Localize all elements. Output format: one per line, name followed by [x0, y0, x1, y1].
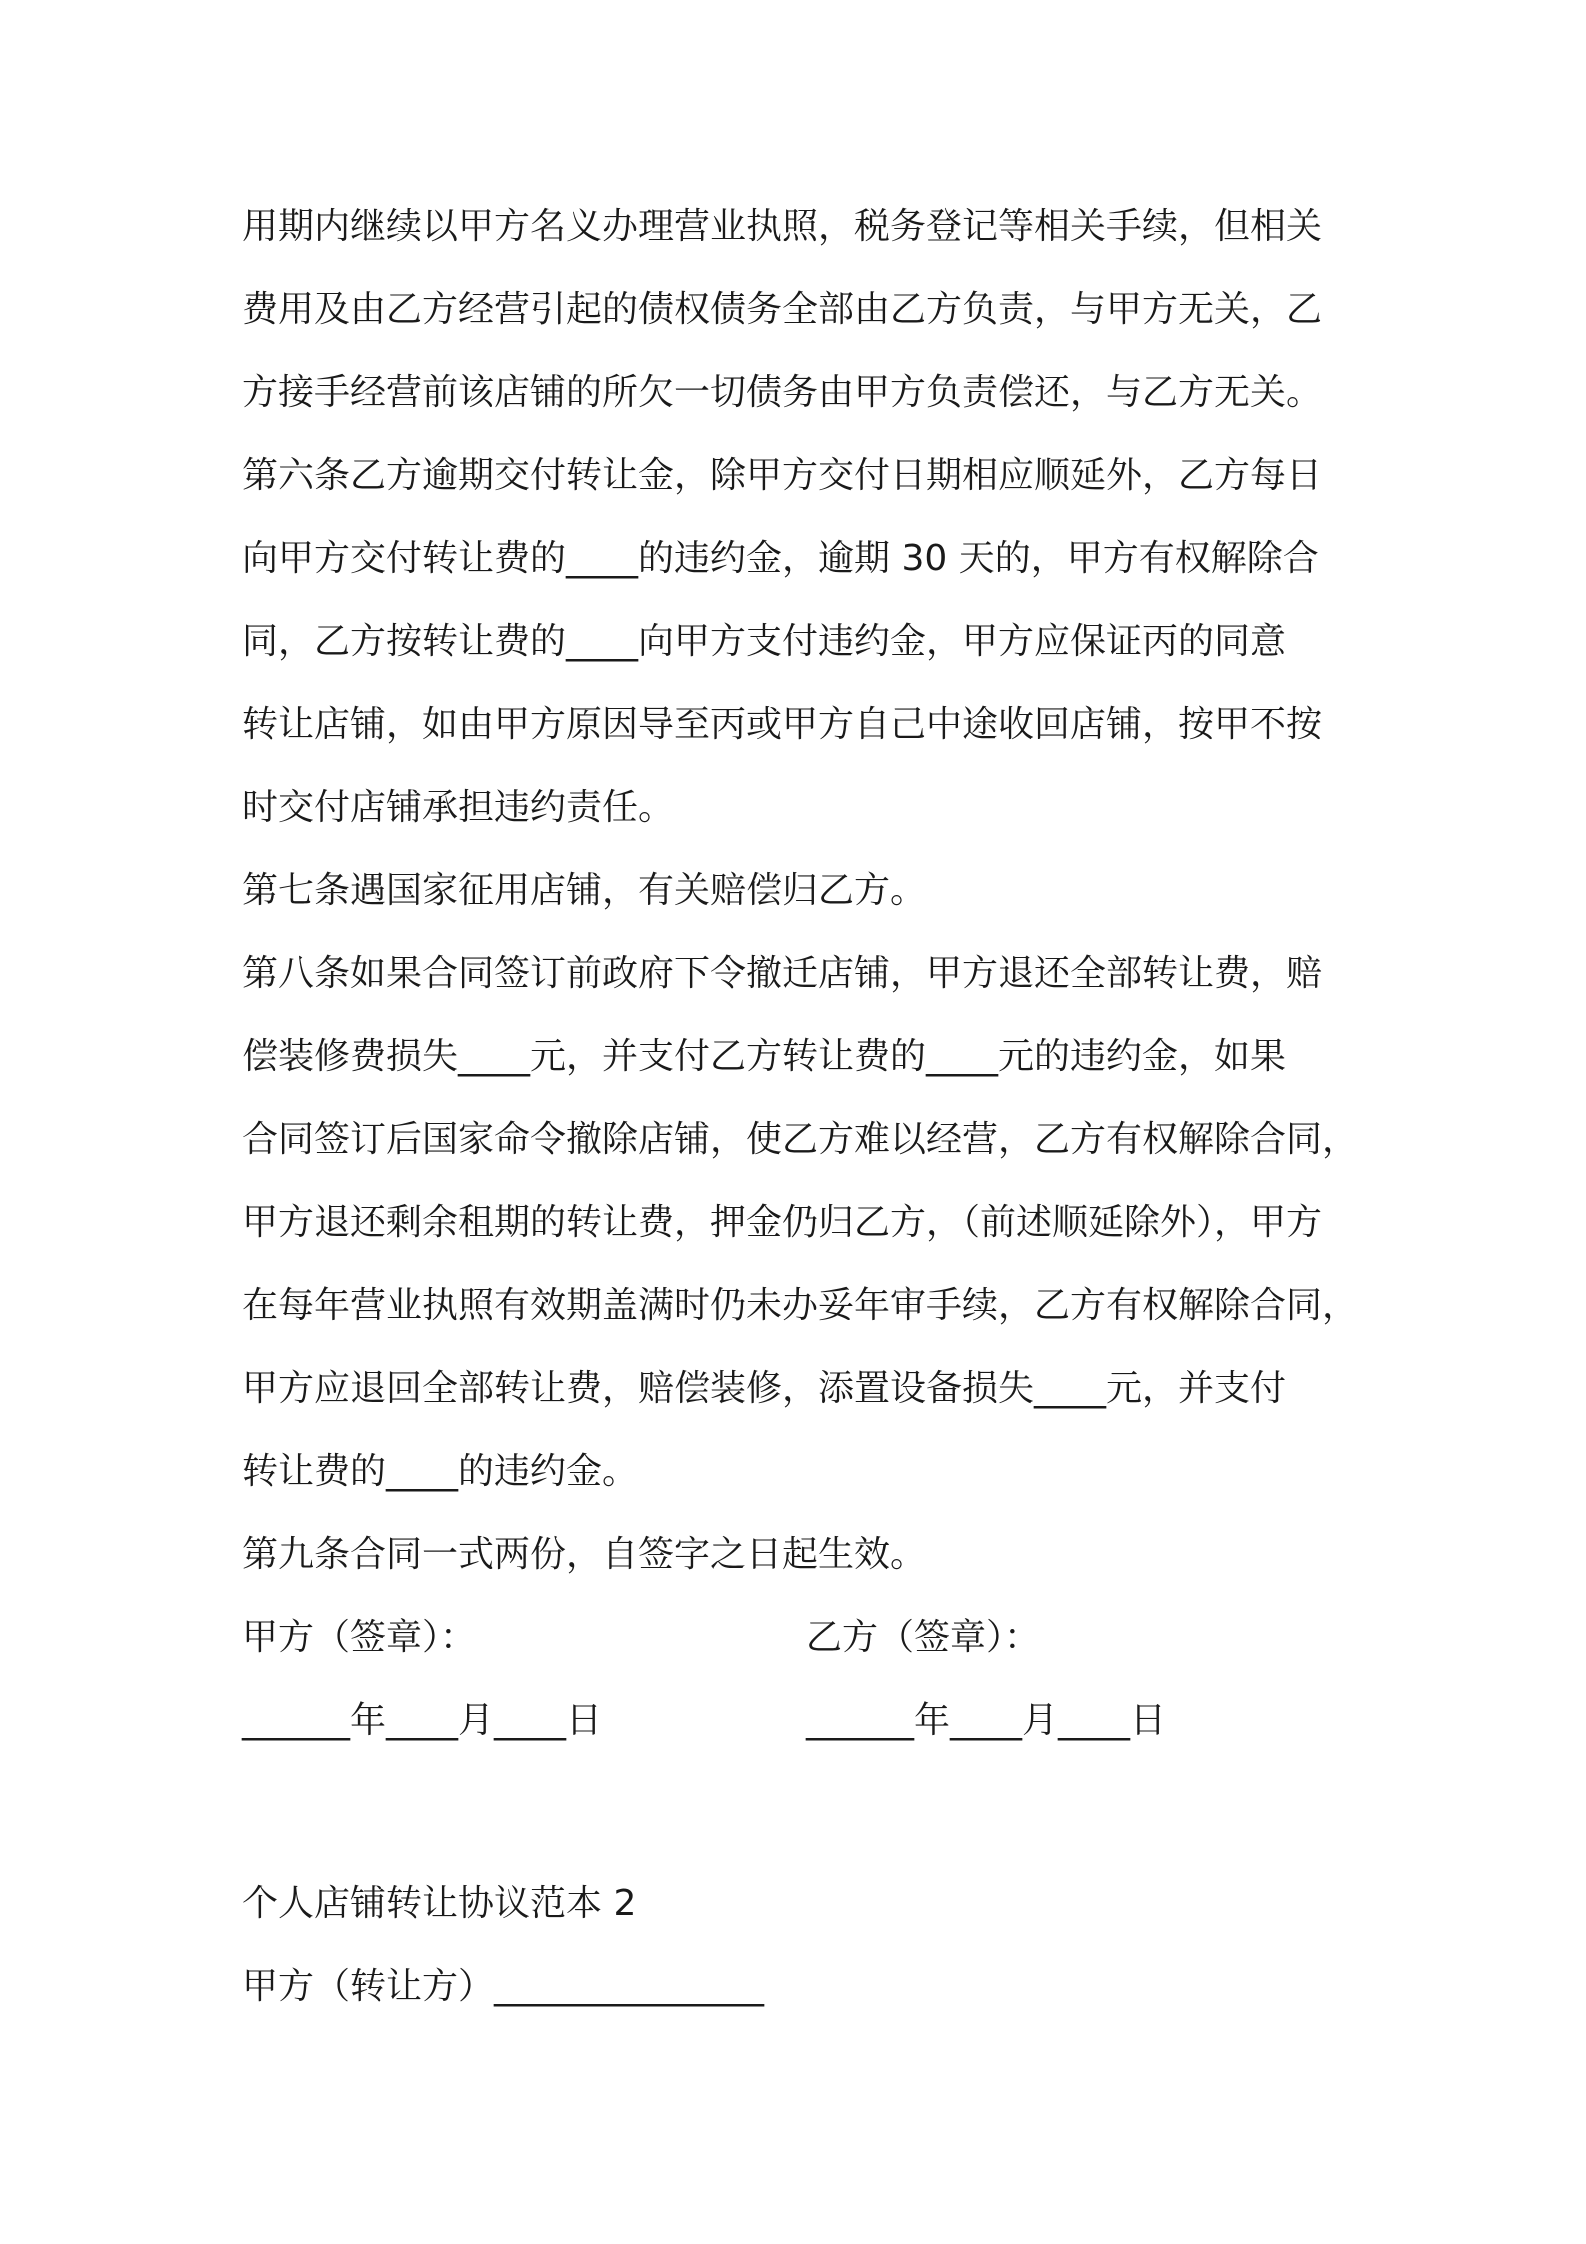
article-6-line-2: 向甲方交付转让费的____的违约金，逾期 30 天的，甲方有权解除合: [242, 538, 1319, 579]
body-line-1: 用期内继续以甲方名义办理营业执照，税务登记等相关手续，但相关: [242, 206, 1323, 247]
article-8-line-7: 转让费的____的违约金。: [242, 1451, 639, 1492]
article-7-line-1: 第七条遇国家征用店铺，有关赔偿归乙方。: [242, 870, 927, 911]
party-b-date-line: ______年____月____日: [806, 1700, 1166, 1741]
party-a-transferor-line: 甲方（转让方）_______________: [242, 1966, 765, 2007]
section-title: 个人店铺转让协议范本 2: [242, 1883, 637, 1924]
party-a-signature-label: 甲方（签章）：: [242, 1617, 477, 1658]
article-8-line-4: 甲方退还剩余租期的转让费，押金仍归乙方，（前述顺延除外），甲方: [242, 1202, 1323, 1243]
article-8-line-2: 偿装修费损失____元，并支付乙方转让费的____元的违约金，如果: [242, 1036, 1287, 1077]
article-8-line-6: 甲方应退回全部转让费，赔偿装修，添置设备损失____元，并支付: [242, 1368, 1287, 1409]
article-6-line-5: 时交付店铺承担违约责任。: [242, 787, 675, 828]
party-b-signature-label: 乙方（签章）：: [806, 1617, 1041, 1658]
article-6-line-1: 第六条乙方逾期交付转让金，除甲方交付日期相应顺延外，乙方每日: [242, 455, 1323, 496]
body-line-3: 方接手经营前该店铺的所欠一切债务由甲方负责偿还，与乙方无关。: [242, 372, 1323, 413]
body-line-2: 费用及由乙方经营引起的债权债务全部由乙方负责，与甲方无关，乙: [242, 289, 1323, 330]
article-8-line-3: 合同签订后国家命令撤除店铺，使乙方难以经营，乙方有权解除合同，: [242, 1119, 1359, 1160]
article-8-line-5: 在每年营业执照有效期盖满时仍未办妥年审手续，乙方有权解除合同，: [242, 1285, 1359, 1326]
article-8-line-1: 第八条如果合同签订前政府下令撤迁店铺，甲方退还全部转让费，赔: [242, 953, 1323, 994]
article-9-line-1: 第九条合同一式两份，自签字之日起生效。: [242, 1534, 927, 1575]
party-a-date-line: ______年____月____日: [242, 1700, 602, 1741]
article-6-line-3: 同，乙方按转让费的____向甲方支付违约金，甲方应保证丙的同意: [242, 621, 1287, 662]
article-6-line-4: 转让店铺，如由甲方原因导至丙或甲方自己中途收回店铺，按甲不按: [242, 704, 1323, 745]
